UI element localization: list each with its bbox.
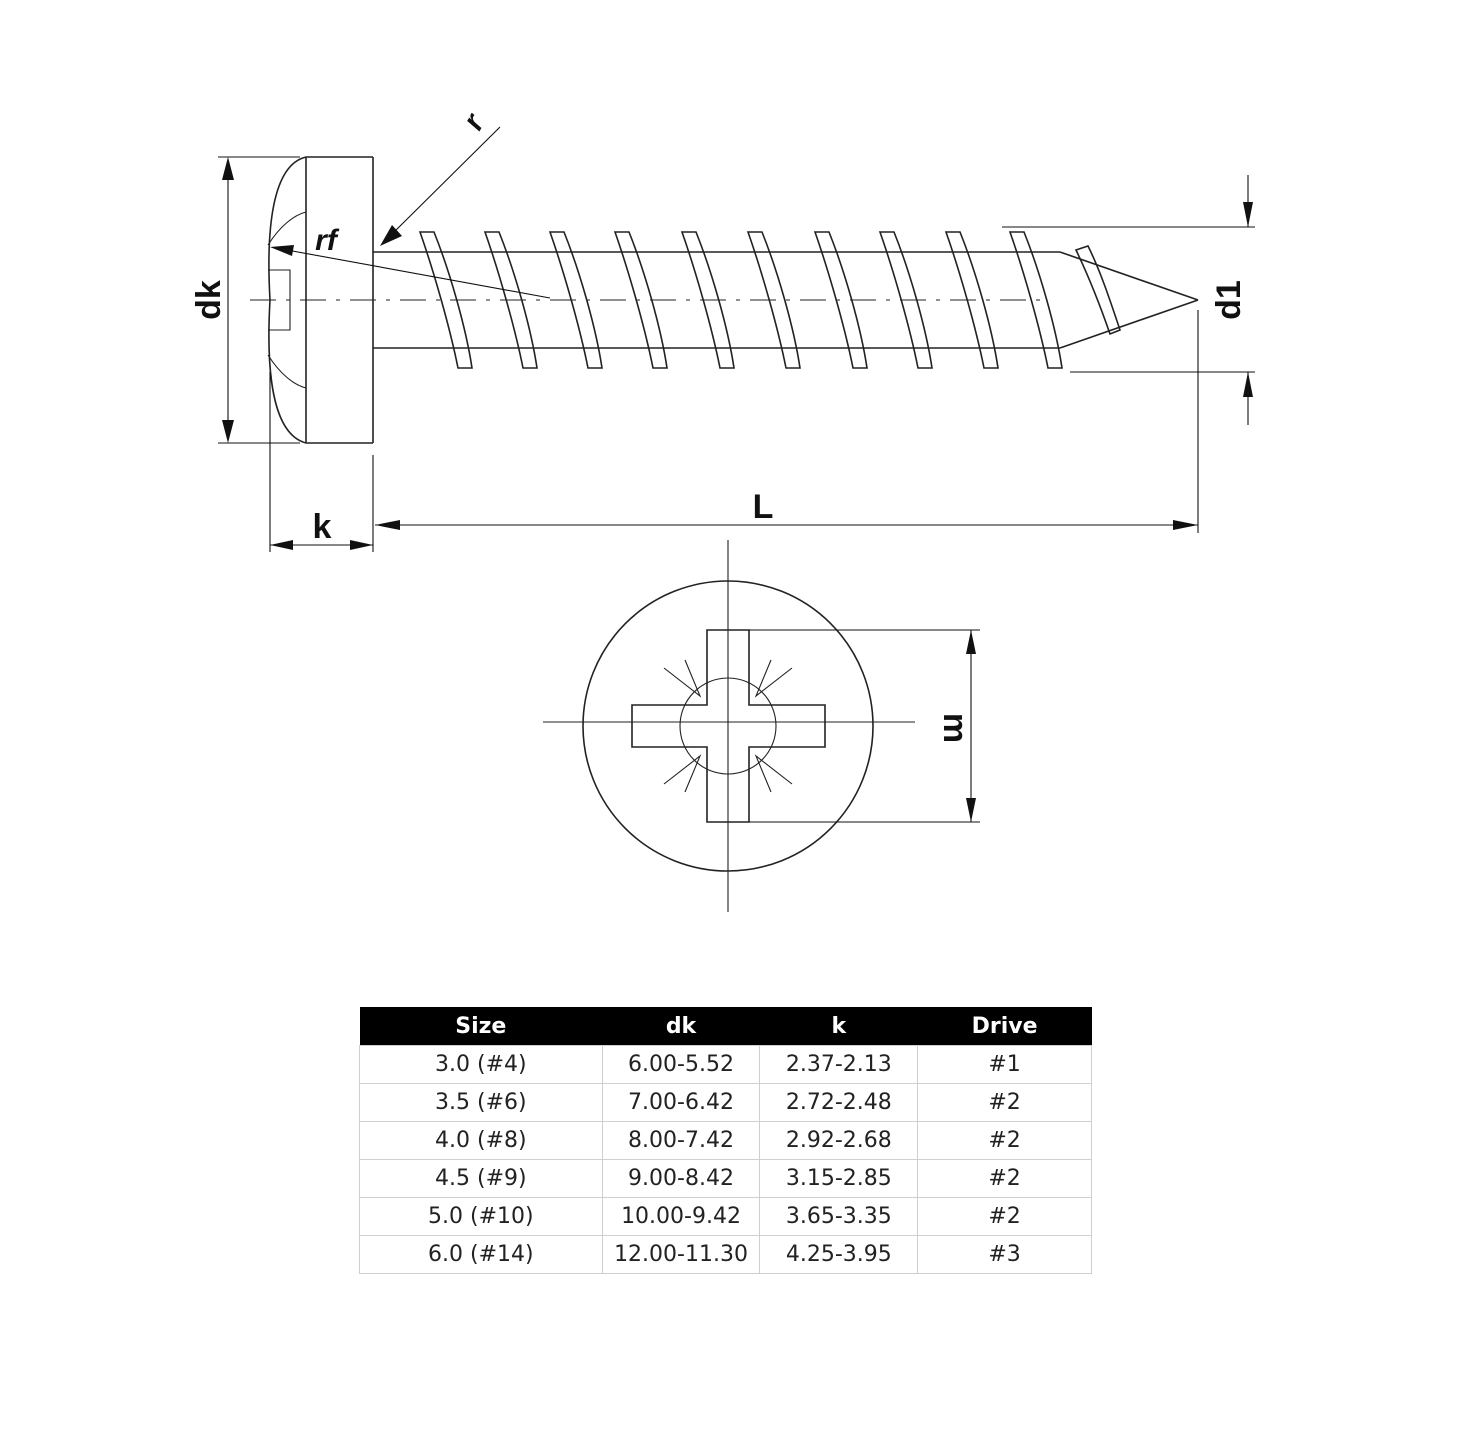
screw-head-top-view bbox=[543, 540, 915, 912]
cell-size: 4.5 (#9) bbox=[360, 1160, 603, 1198]
spec-table bbox=[359, 1007, 1092, 1274]
label-m: m bbox=[936, 712, 974, 744]
cell-dk: 9.00-8.42 bbox=[602, 1160, 760, 1198]
header-drive: Drive bbox=[918, 1007, 1092, 1046]
cell-drive: #2 bbox=[918, 1122, 1092, 1160]
cell-drive: #2 bbox=[918, 1160, 1092, 1198]
label-rf: rf bbox=[315, 224, 337, 257]
label-d1: d1 bbox=[1210, 280, 1248, 320]
cell-dk: 6.00-5.52 bbox=[602, 1046, 760, 1084]
table-row bbox=[360, 1198, 1092, 1236]
table-row bbox=[360, 1122, 1092, 1160]
cell-k: 3.15-2.85 bbox=[760, 1160, 918, 1198]
cell-size: 6.0 (#14) bbox=[360, 1236, 603, 1274]
table-row bbox=[360, 1046, 1092, 1084]
cell-k: 2.92-2.68 bbox=[760, 1122, 918, 1160]
leader-r bbox=[380, 127, 500, 246]
cell-drive: #2 bbox=[918, 1198, 1092, 1236]
spec-table-header bbox=[360, 1007, 1092, 1046]
table-row bbox=[360, 1236, 1092, 1274]
label-dk: dk bbox=[190, 280, 228, 320]
cell-drive: #2 bbox=[918, 1084, 1092, 1122]
header-dk: dk bbox=[602, 1007, 760, 1046]
label-L: L bbox=[752, 488, 774, 526]
cell-dk: 10.00-9.42 bbox=[602, 1198, 760, 1236]
cell-k: 4.25-3.95 bbox=[760, 1236, 918, 1274]
cell-size: 3.0 (#4) bbox=[360, 1046, 603, 1084]
cell-size: 5.0 (#10) bbox=[360, 1198, 603, 1236]
cell-k: 3.65-3.35 bbox=[760, 1198, 918, 1236]
cell-drive: #1 bbox=[918, 1046, 1092, 1084]
header-size: Size bbox=[360, 1007, 603, 1046]
label-k: k bbox=[312, 508, 332, 546]
header-k: k bbox=[760, 1007, 918, 1046]
cell-k: 2.72-2.48 bbox=[760, 1084, 918, 1122]
cell-k: 2.37-2.13 bbox=[760, 1046, 918, 1084]
cell-size: 3.5 (#6) bbox=[360, 1084, 603, 1122]
leader-rf bbox=[270, 245, 550, 298]
label-r: r bbox=[456, 108, 491, 136]
cell-dk: 7.00-6.42 bbox=[602, 1084, 760, 1122]
cell-size: 4.0 (#8) bbox=[360, 1122, 603, 1160]
table-row bbox=[360, 1084, 1092, 1122]
cell-drive: #3 bbox=[918, 1236, 1092, 1274]
cell-dk: 8.00-7.42 bbox=[602, 1122, 760, 1160]
cell-dk: 12.00-11.30 bbox=[602, 1236, 760, 1274]
table-row bbox=[360, 1160, 1092, 1198]
